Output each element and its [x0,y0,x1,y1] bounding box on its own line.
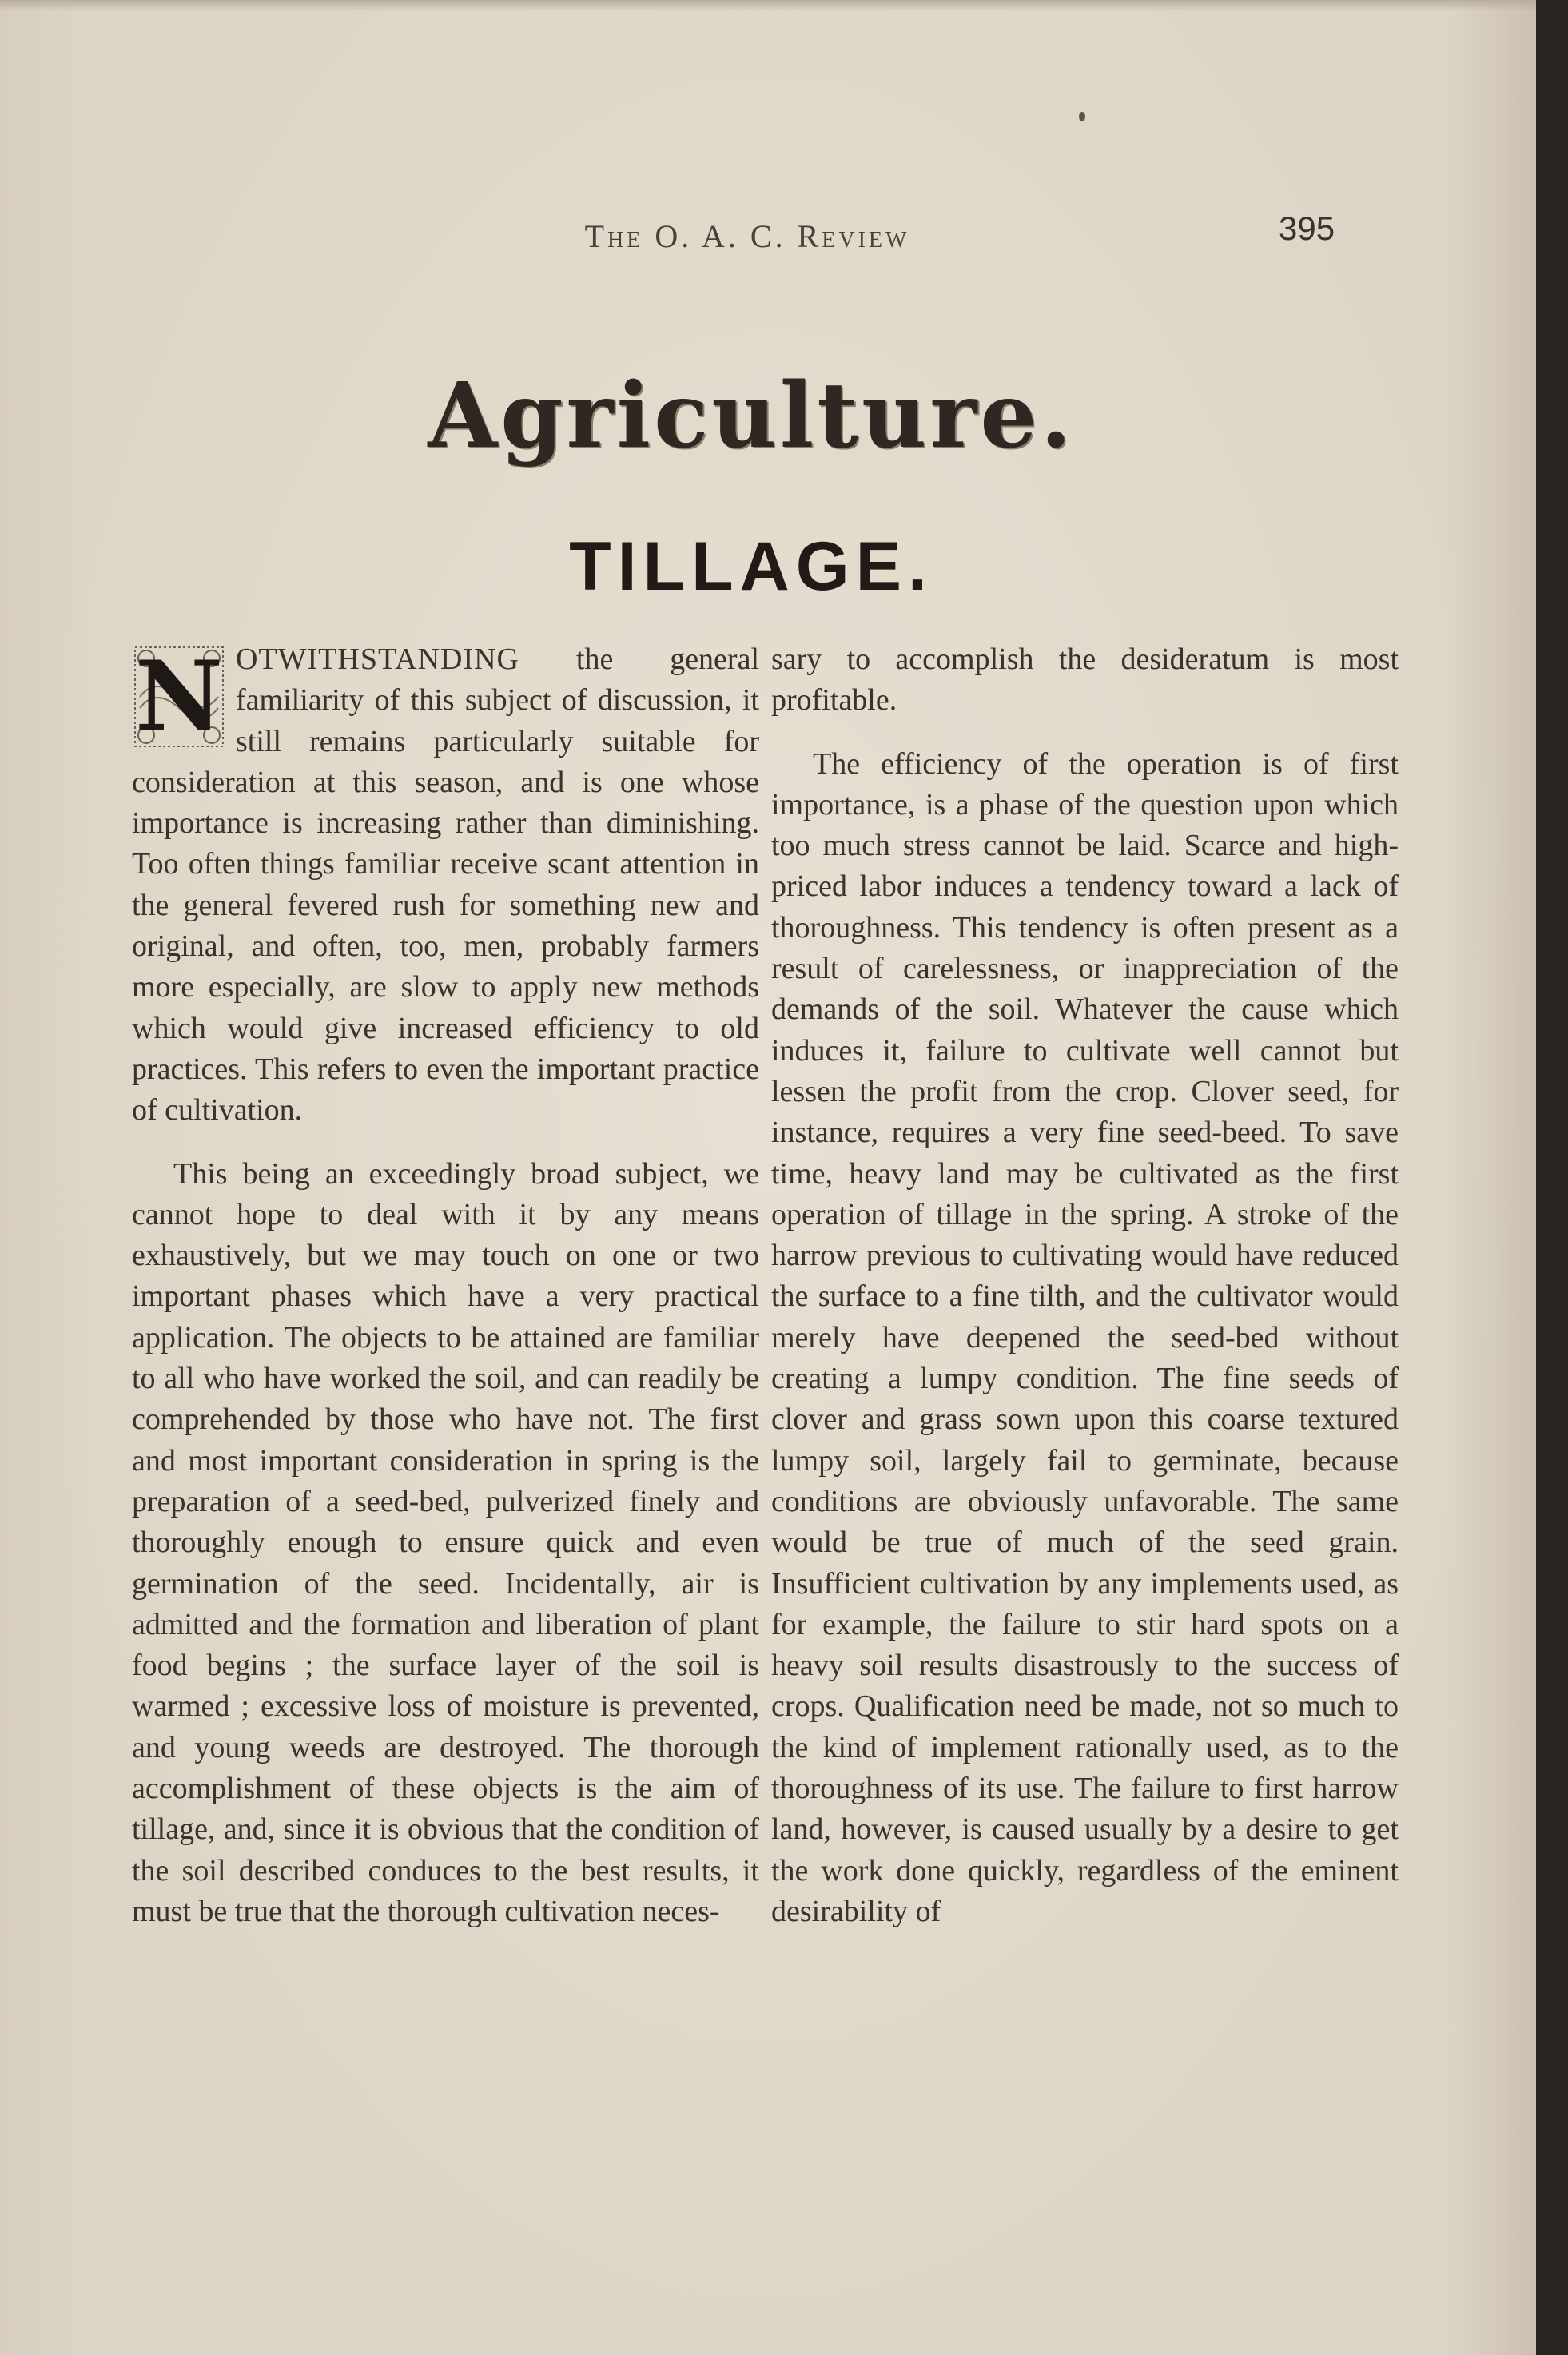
paragraph-1-text: the general familiarity of this subject of discussion, it still remains particularly suitable for consideration at this season, and is one whose importance is increasing rather than diminishing. Too often things familiar receive scant attention in the general fevered rush for something new and original, and often, too, men, probably farmers more especially, are slow to apply new methods which would give increased efficiency to old practices. This refers to even the important practice of cultivation. [132,642,759,1128]
ornamental-dropcap [132,640,226,753]
left-column [132,639,759,1932]
paragraph-1 [132,639,759,1132]
paragraph-2-continued: sary to accomplish the desideratum is most profitable. [771,642,1399,718]
ink-speck [1079,112,1085,121]
article-title: TILLAGE. [569,528,933,605]
right-column [771,639,1399,1932]
paragraph-2: This being an exceedingly broad subject, we cannot hope to deal with it by any means exhaustively, but we may touch on one or two important phases which have a very practical application. The objects to be attained are familiar to all who have worked the soil, and can readily be comprehended by those who have not. The first and most important consideration in spring is the preparation of a seed-bed, pulverized finely and thoroughly enough to ensure quick and even germination of the seed. Incidentally, air is admitted and the formation and liberation of plant food begins ; the surface layer of the soil is warmed ; excessive loss of moisture is prevented, and young weeds are destroyed. The thorough accomplishment of these objects is the aim of tillage, and, since it is obvious that the condition of the soil described conduces to the best results, it must be true that the thorough cultivation neces- [132,1156,759,1928]
section-title: Agriculture. [428,364,1075,468]
running-title: The O. A. C. Review [584,218,910,254]
page-top-edge [0,0,1536,11]
paragraph-3: The efficiency of the operation is of first importance, is a phase of the question upon which too much stress cannot be laid. Scarce and high-priced labor induces a tendency toward a lack of thoroughness. This tendency is often present as a result of carelessness, or inappreciation of the demands of the soil. Whatever the cause which induces it, failure to cultivate well cannot but lessen the profit from the crop. Clover seed, for instance, requires a very fine seed-beed. To save time, heavy land may be cultivated as the first operation of tillage in the spring. A stroke of the harrow previous to cultivating would have reduced the surface to a fine tilth, and the cultivator would merely have deepened the seed-bed without creating a lumpy condition. The fine seeds of clover and grass sown upon this coarse textured lumpy soil, largely fail to germinate, because conditions are obviously unfavorable. The same would be true of much of the seed grain. Insufficient cultivation by any implements used, as for example, the failure to stir hard spots on a heavy soil results disastrously to the success of crops. Qualification need be made, not so much to the kind of implement rationally used, as to the thoroughness of its use. The failure to first harrow land, however, is caused usually by a desire to get the work done quickly, regardless of the eminent desirability of [771,746,1399,1928]
dropcap-letter: N [135,640,223,753]
page-number: 395 [1279,209,1335,247]
paragraph-1-lead: OTWITHSTANDING [236,642,519,676]
